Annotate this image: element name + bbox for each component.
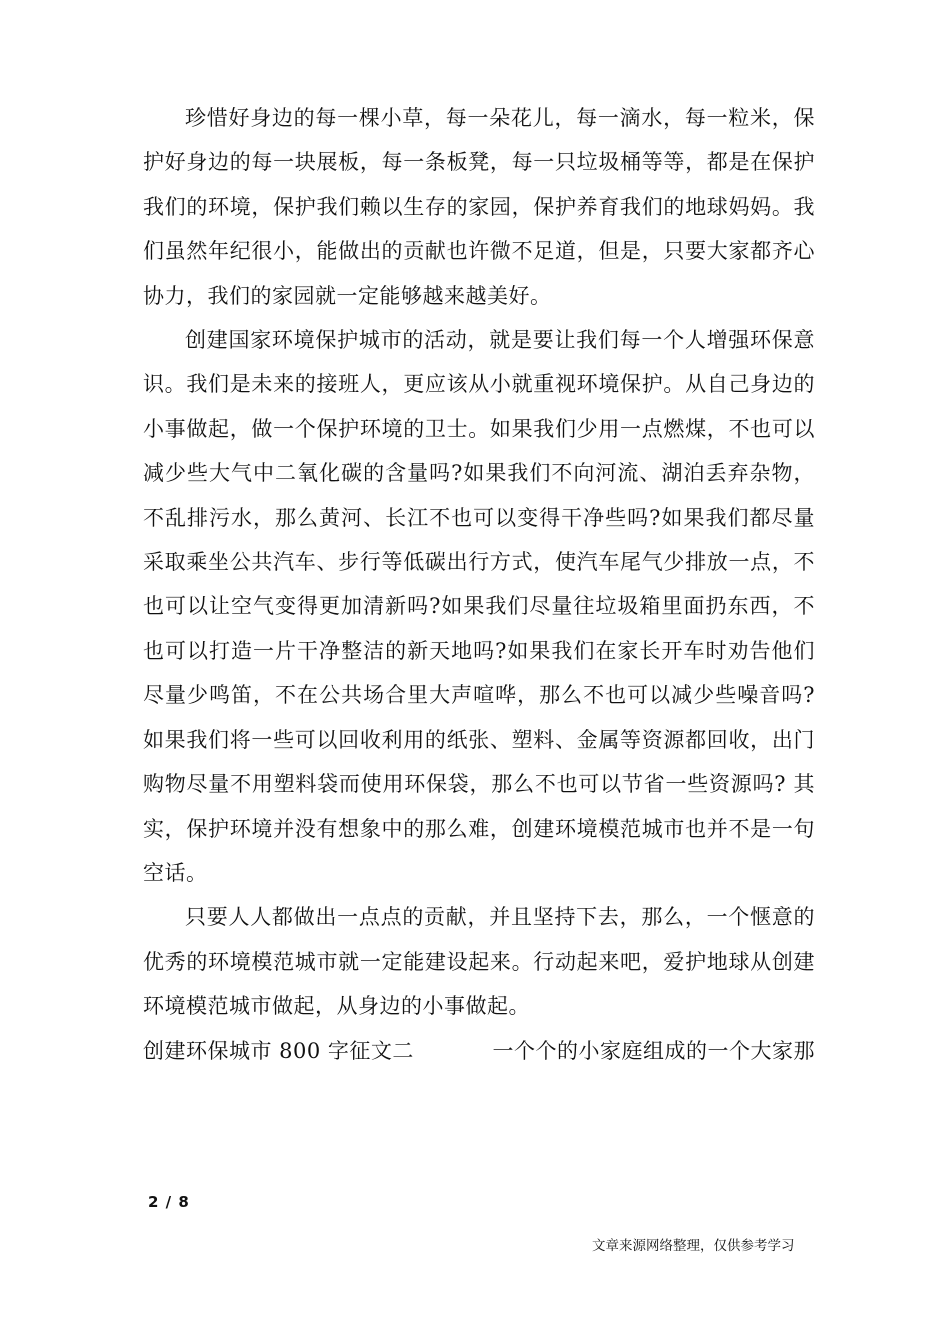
- paragraph-3: 只要人人都做出一点点的贡献，并且坚持下去，那么，一个惬意的优秀的环境模范城市就一定能建设起来。行动起来吧，爱护地球从创建环境模范城市做起，从身边的小事做起。: [143, 905, 815, 1019]
- document-body: [143, 96, 815, 1073]
- page-number: 2 / 8: [148, 1193, 190, 1211]
- paragraph-2: 创建国家环境保护城市的活动，就是要让我们每一个人增强环保意识。我们是未来的接班人，更应该从小就重视环境保护。从自己身边的小事做起，做一个保护环境的卫士。如果我们少用一点燃煤，不也可以减少些大气中二氧化碳的含量吗?如果我们不向河流、湖泊丢弃杂物，不乱排污水，那么黄河、长江不也可以变得干净些吗?如果我们都尽量采取乘坐公共汽车、步行等低碳出行方式，使汽车尾气少排放一点，不也可以让空气变得更加清新吗?如果我们尽量往垃圾箱里面扔东西，不也可以打造一片干净整洁的新天地吗?如果我们在家长开车时劝告他们尽量少鸣笛，不在公共场合里大声喧哗，那么不也可以减少些噪音吗?如果我们将一些可以回收利用的纸张、塑料、金属等资源都回收，出门购物尽量不用塑料袋而使用环保袋，那么不也可以节省一些资源吗? 其实，保护环境并没有想象中的那么难，创建环境模范城市也并不是一句空话。: [143, 328, 815, 885]
- continued-text: 一个个的小家庭组成的一个大家那: [492, 1038, 815, 1063]
- essay-heading-line: [143, 1029, 815, 1073]
- paragraph-1: 珍惜好身边的每一棵小草，每一朵花儿，每一滴水，每一粒米，保护好身边的每一块展板，每一条板凳，每一只垃圾桶等等，都是在保护我们的环境，保护我们赖以生存的家园，保护养育我们的地球妈妈。我们虽然年纪很小，能做出的贡献也许微不足道，但是，只要大家都齐心协力，我们的家园就一定能够越来越美好。: [143, 106, 815, 308]
- essay-heading: 创建环保城市 800 字征文二: [143, 1038, 414, 1063]
- source-note: 文章来源网络整理，仅供参考学习: [592, 1238, 795, 1254]
